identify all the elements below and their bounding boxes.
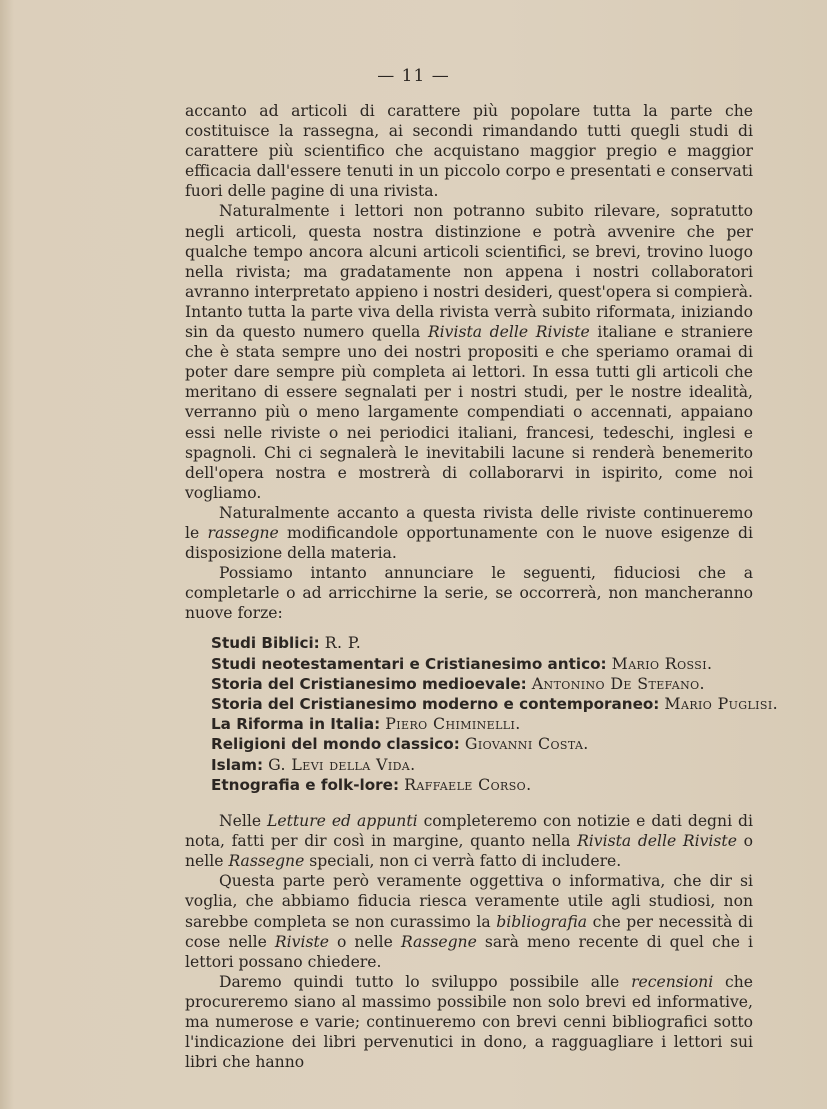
paragraph-text: completeremo con notizie e dati degni di nota, fatti per dir così in margine, quanto nella xyxy=(185,812,753,851)
italic-text: Rivista delle Riviste xyxy=(427,323,590,342)
paragraph-text: accanto ad articoli di carattere più popolare tutta la parte che costituisce la rassegna, ai secondi rimandando tutti quegli studi di carattere più scientifico che acquistano maggior pregio e maggior efficacia dall'essere tenuti in un piccolo corpo e presentati e conservati fuori delle pagine di una rivista. xyxy=(185,102,753,201)
section-entry xyxy=(211,714,753,734)
paragraph-text: o nelle xyxy=(328,932,401,951)
italic-text: recensioni xyxy=(631,972,714,991)
section-entry xyxy=(211,755,753,775)
section-entry xyxy=(211,654,753,674)
paragraph-text: speciali, non ci verrà fatto di includere. xyxy=(304,852,622,871)
paragraph xyxy=(185,563,753,623)
paragraph-text: Daremo quindi tutto lo sviluppo possibile alle xyxy=(219,972,632,991)
italic-text: Rassegne xyxy=(228,852,305,871)
paragraph-text: modificandole opportunamente con le nuove esigenze di disposizione della materia. xyxy=(185,523,753,563)
paragraph xyxy=(185,972,753,1072)
section-author: R. P. xyxy=(324,633,362,653)
italic-text: rassegne xyxy=(207,523,279,542)
italic-text: Rivista delle Riviste xyxy=(577,832,737,851)
paragraph-text: che per necessità di cose nelle xyxy=(185,912,753,951)
section-author: Mario Puglisi. xyxy=(664,694,779,714)
section-title: Storia del Cristianesimo medioevale: xyxy=(211,674,527,693)
paragraph-text: Possiamo intanto annunciare le seguenti, fiduciosi che a completarle o ad arricchirne la serie, se occorrerà, non mancheranno nuove forze: xyxy=(185,564,753,623)
italic-text: Letture ed appunti xyxy=(267,812,418,831)
paragraph xyxy=(185,871,753,971)
section-title: Etnografia e folk-lore: xyxy=(211,775,400,794)
italic-text: bibliografia xyxy=(496,912,588,931)
section-title: Islam: xyxy=(211,755,264,774)
section-author: Antonino De Stefano. xyxy=(531,673,705,693)
paragraph xyxy=(185,811,753,871)
section-entry xyxy=(211,734,753,754)
paragraphs-before-list xyxy=(185,101,753,623)
paragraph-text: Nelle xyxy=(219,812,268,831)
section-author: Piero Chiminelli. xyxy=(385,714,521,734)
section-author: G. Levi della Vida. xyxy=(268,754,416,774)
paragraph xyxy=(185,201,753,502)
section-author: Giovanni Costa. xyxy=(464,734,589,754)
paragraphs-after-list xyxy=(185,811,753,1072)
paragraph-text: Naturalmente i lettori non potranno subito rilevare, sopratutto negli articoli, questa nostra distinzione e potrà avvenire che per qualche tempo ancora alcuni articoli scientifici, se brevi, trovino luogo nella rivista; ma gradatamente non appena i nostri collaboratori avranno interpretato appieno i nostri desideri, quest'opera si compierà. Intanto tutta la parte viva della rivista verrà subito riformata, iniziando sin da questo numero quella xyxy=(185,202,753,342)
italic-text: Rassegne xyxy=(400,932,477,951)
paragraph-text: sarà meno recente di quel che i lettori possano chiedere. xyxy=(185,932,753,971)
section-title: Studi Biblici: xyxy=(211,634,320,653)
section-title: Studi neotestamentari e Cristianesimo antico: xyxy=(211,654,607,673)
paragraph-text: o nelle xyxy=(185,832,753,871)
section-author: Mario Rossi. xyxy=(611,653,713,673)
section-author: Raffaele Corso. xyxy=(404,774,532,794)
section-title: La Riforma in Italia: xyxy=(211,715,381,734)
paragraph xyxy=(185,503,753,563)
paragraph-text: Questa parte però veramente oggettiva o informativa, che dir si voglia, che abbiamo fiducia riesca veramente utile agli studiosi, non sarebbe completa se non curassimo la xyxy=(185,872,753,931)
paragraph-text: Naturalmente accanto a questa rivista delle riviste continueremo le xyxy=(185,503,753,542)
section-entry xyxy=(211,775,753,795)
italic-text: Riviste xyxy=(274,932,329,951)
paragraph-text: che procureremo siano al massimo possibile non solo brevi ed informative, ma numerose e varie; continueremo con brevi cenni bibliografici sotto l'indicazione dei libri pervenutici in dono, a ragguagliare i lettori sui libri che hanno xyxy=(185,972,754,1072)
section-title: Storia del Cristianesimo moderno e contemporaneo: xyxy=(211,695,660,714)
section-entry xyxy=(211,674,753,694)
section-entry xyxy=(211,633,753,653)
paragraph xyxy=(185,101,753,201)
section-list xyxy=(211,633,779,795)
body-text xyxy=(185,101,779,1072)
section-title: Religioni del mondo classico: xyxy=(211,735,460,754)
section-entry xyxy=(211,694,779,714)
paragraph-text: italiane e straniere che è stata sempre uno dei nostri propositi e che speriamo oramai di poter dare sempre più completa ai lettori. In essa tutti gli articoli che meritano di essere segnalati per i nostri studi, per le nostre idealità, verranno più o meno largamente compendiati o accennati, appaiano essi nelle riviste o nei periodici italiani, francesi, tedeschi, inglesi e spagnoli. Chi ci segnalerà le inevitabili lacune si renderà benemerito dell'opera nostra e mostrerà di collaborarvi in ispirito, come noi vogliamo. xyxy=(185,323,753,502)
page-number: — 11 — xyxy=(377,66,450,86)
